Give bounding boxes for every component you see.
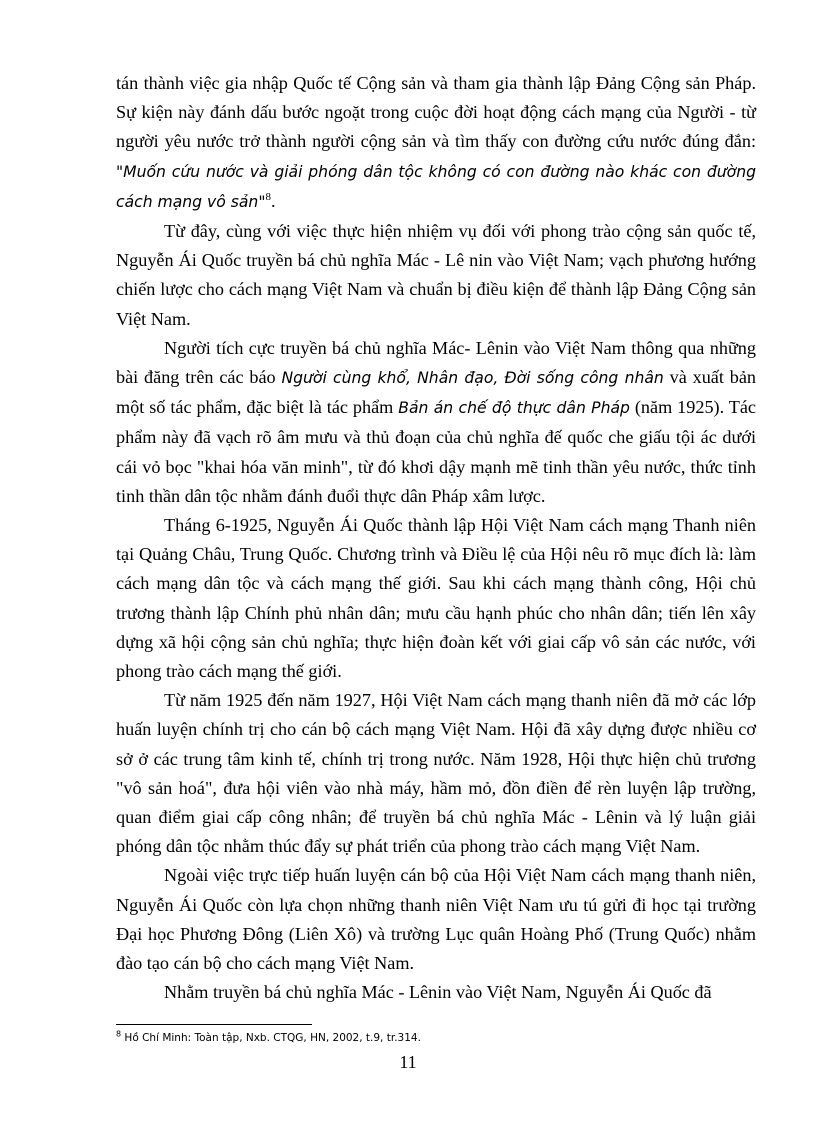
text-run: và xuất bản một số tác phẩm, đặc biệt là tác phẩm <box>116 367 756 418</box>
text-run: Từ năm 1925 đến năm 1927, Hội Việt Nam cách mạng thanh niên đã mở các lớp huấn luyện chính trị cho cán bộ cách mạng Việt Nam. Hội đã xây dựng được nhiều cơ sở ở các trung tâm kinh tế, chính trị trong nước. Năm 1928, Hội thực hiện chủ trương "vô sản hoá", đưa hội viên vào nhà máy, hầm mỏ, đồn điền để rèn luyện lập trường, quan điểm giai cấp công nhân; để truyền bá chủ nghĩa Mác - Lênin và lý luận giải phóng dân tộc nhằm thúc đẩy sự phát triển của phong trào cách mạng Việt Nam. <box>116 690 756 857</box>
paragraph <box>116 217 756 334</box>
text-run: Tháng 6-1925, Nguyễn Ái Quốc thành lập Hội Việt Nam cách mạng Thanh niên tại Quảng Châu, Trung Quốc. Chương trình và Điều lệ của Hội nêu rõ mục đích là: làm cách mạng dân tộc và cách mạng thế giới. Sau khi cách mạng thành công, Hội chủ trương thành lập Chính phủ nhân dân; mưu cầu hạnh phúc cho nhân dân; tiến lên xây dựng xã hội cộng sản chủ nghĩa; thực hiện đoàn kết với giai cấp vô sản các nước, với phong trào cách mạng thế giới. <box>116 515 756 682</box>
italic-text: Người cùng khổ, Nhân đạo, Đời sống công nhân <box>281 369 664 388</box>
text-run: tán thành việc gia nhập Quốc tế Cộng sản và tham gia thành lập Đảng Cộng sản Pháp. Sự kiện này đánh dấu bước ngoặt trong cuộc đời hoạt động cách mạng của Người - từ người yêu nước trở thành người cộng sản và tìm thấy con đường cứu nước đúng đắn: <box>116 73 756 152</box>
paragraph <box>116 334 756 511</box>
italic-text: Bản án chế độ thực dân Pháp <box>398 399 630 418</box>
paragraph <box>116 511 756 686</box>
page-number: 11 <box>399 1052 417 1072</box>
text-run: (năm 1925). Tác phẩm này đã vạch rõ âm mưu và thủ đoạn của chủ nghĩa đế quốc che giấu tội ác dưới cái vỏ bọc "khai hóa văn minh", từ đó khơi dậy mạnh mẽ tinh thần yêu nước, thức tỉnh tinh thần dân tộc nhằm đánh đuổi thực dân Pháp xâm lược. <box>116 397 756 506</box>
text-run: Ngoài việc trực tiếp huấn luyện cán bộ của Hội Việt Nam cách mạng thanh niên, Nguyễn Ái Quốc còn lựa chọn những thanh niên Việt Nam ưu tú gửi đi học tại trường Đại học Phương Đông (Liên Xô) và trường Lục quân Hoàng Phố (Trung Quốc) nhằm đào tạo cán bộ cho cách mạng Việt Nam. <box>116 865 756 974</box>
body-text <box>116 69 756 1008</box>
text-run: Nhằm truyền bá chủ nghĩa Mác - Lênin vào Việt Nam, Nguyễn Ái Quốc đã <box>164 982 712 1003</box>
text-run: Từ đây, cùng với việc thực hiện nhiệm vụ đối với phong trào cộng sản quốc tế, Nguyễn Ái Quốc truyền bá chủ nghĩa Mác - Lê nin vào Việt Nam; vạch phương hướng chiến lược cho cách mạng Việt Nam và chuẩn bị điều kiện để thành lập Đảng Cộng sản Việt Nam. <box>116 221 756 329</box>
footnote-text: Hồ Chí Minh: Toàn tập, Nxb. CTQG, HN, 2002, t.9, tr.314. <box>121 1032 421 1044</box>
text-run: Người tích cực truyền bá chủ nghĩa Mác- Lênin vào Việt Nam thông qua những bài đăng trên các báo <box>116 337 756 388</box>
footnote <box>116 1031 756 1045</box>
paragraph <box>116 978 756 1007</box>
footnote-mark: 8 <box>116 1029 122 1039</box>
text-run: . <box>271 190 276 211</box>
footnote-separator <box>116 1024 312 1025</box>
italic-text: "Muốn cứu nước và giải phóng dân tộc không có con đường nào khác con đường cách mạng vô sản" <box>116 162 756 211</box>
footnote-reference: 8 <box>265 190 271 203</box>
paragraph <box>116 686 756 861</box>
paragraph <box>116 861 756 978</box>
paragraph <box>116 69 756 217</box>
